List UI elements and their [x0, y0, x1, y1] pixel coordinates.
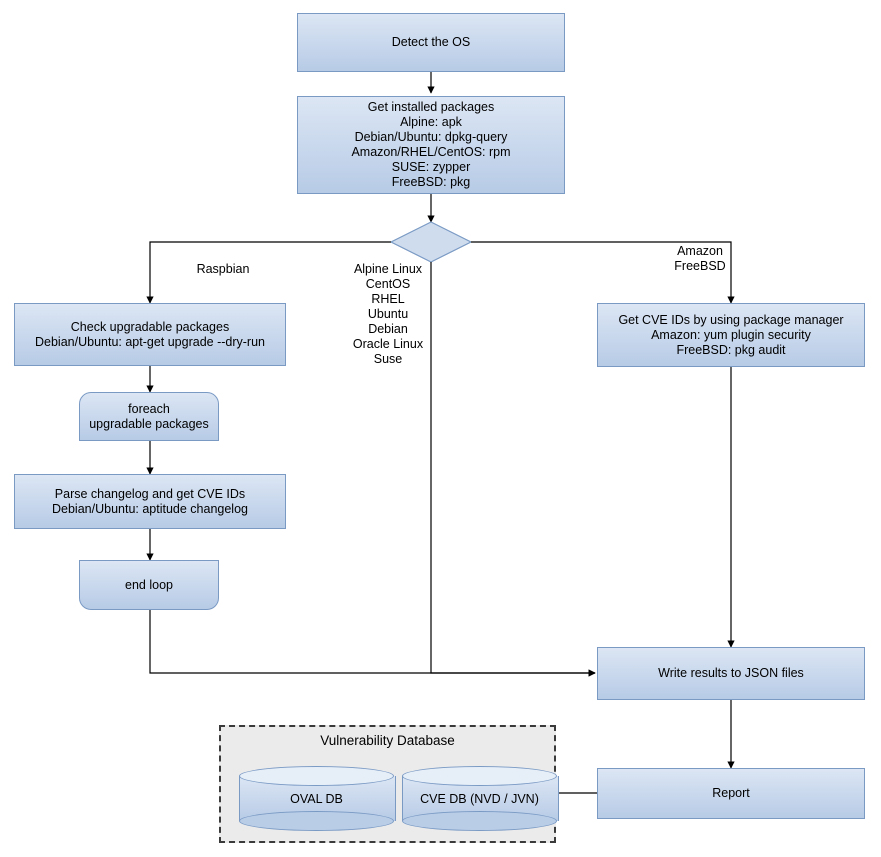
- node-check-upgradable-packages[interactable]: Check upgradable packages Debian/Ubuntu: apt-get upgrade --dry-run: [14, 303, 286, 366]
- node-detect-os[interactable]: Detect the OS: [297, 13, 565, 72]
- node-write-results[interactable]: Write results to JSON files: [597, 647, 865, 700]
- node-foreach-loop-start[interactable]: foreach upgradable packages: [79, 392, 219, 441]
- node-parse-changelog[interactable]: Parse changelog and get CVE IDs Debian/Ubuntu: aptitude changelog: [14, 474, 286, 529]
- edge-label-amazon-freebsd: Amazon FreeBSD: [674, 244, 726, 273]
- node-get-cve-ids[interactable]: Get CVE IDs by using package manager Amazon: yum plugin security FreeBSD: pkg audit: [597, 303, 865, 367]
- edge-label-raspbian: Raspbian: [196, 262, 250, 276]
- database-oval[interactable]: [239, 766, 394, 831]
- vulnerability-database-group: [219, 725, 556, 843]
- database-cve[interactable]: [402, 766, 557, 831]
- node-report[interactable]: Report: [597, 768, 865, 819]
- node-end-loop[interactable]: end loop: [79, 560, 219, 610]
- vulnerability-database-title: Vulnerability Database: [320, 733, 455, 748]
- database-cve-label: CVE DB (NVD / JVN): [420, 791, 539, 806]
- edge-label-middle-distros: Alpine Linux CentOS RHEL Ubuntu Debian Oracle Linux Suse: [352, 262, 424, 366]
- node-get-installed-packages[interactable]: Get installed packages Alpine: apk Debian/Ubuntu: dpkg-query Amazon/RHEL/CentOS: rpm SUSE: zypper FreeBSD: pkg: [297, 96, 565, 194]
- database-oval-label: OVAL DB: [290, 791, 343, 806]
